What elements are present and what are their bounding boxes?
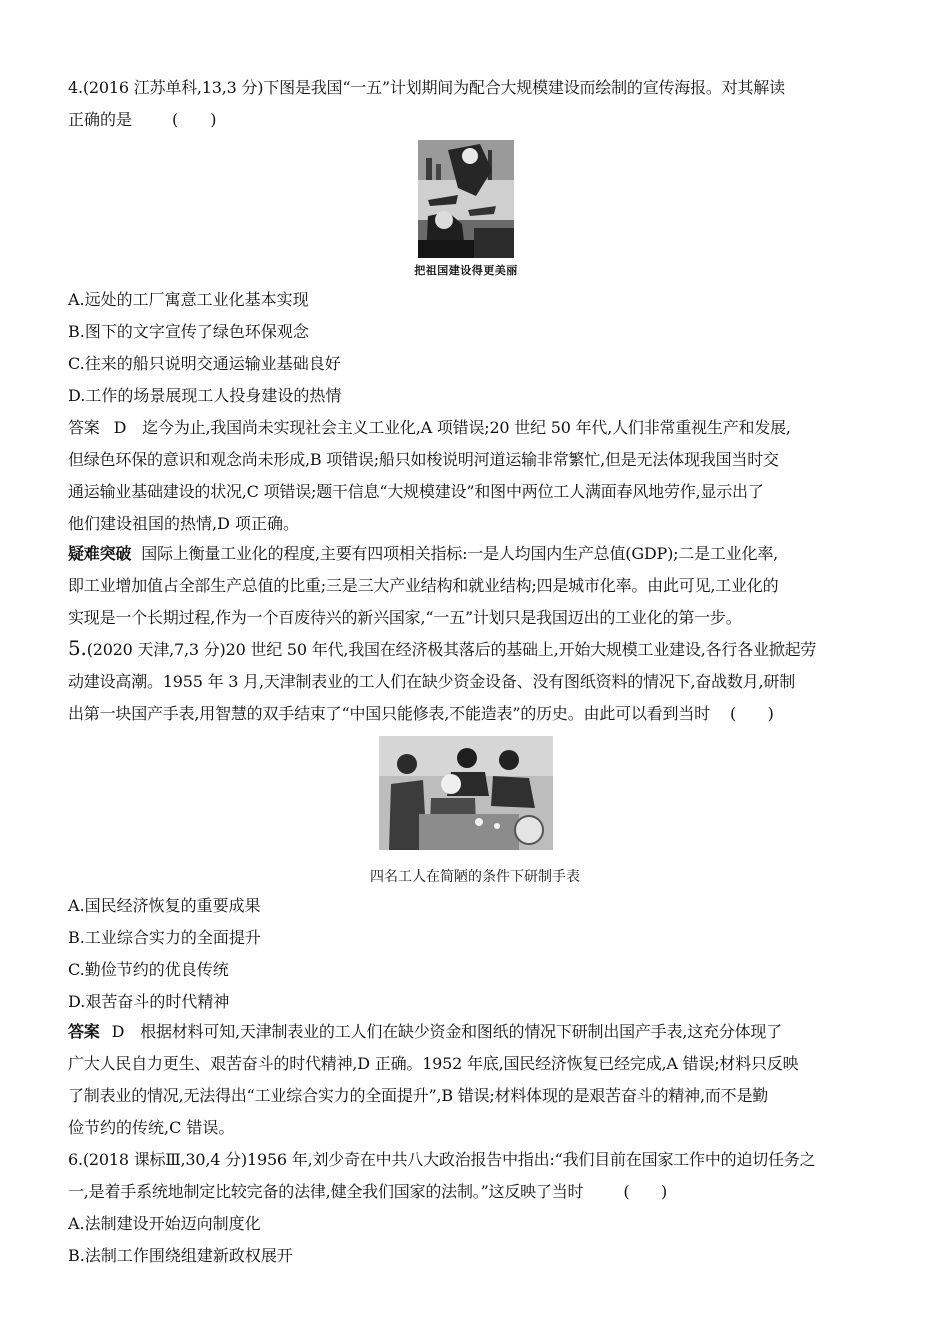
q4-option-d: D.工作的场景展现工人投身建设的热情	[68, 386, 342, 405]
q6-stem-text: 一,是着手系统地制定比较完备的法律,健全我们国家的法制。”这反映了当时	[68, 1182, 584, 1201]
q5-stem-text: (2020 天津,7,3 分)20 世纪 50 年代,我国在经济极其落后的基础上,开始大规模工业建设,各行各业掀起劳	[86, 640, 817, 659]
q5-answer-line-3: 了制表业的情况,无法得出“工业综合实力的全面提升”,B 错误;材料体现的是艰苦奋斗的精神,而不是勤	[68, 1086, 769, 1105]
q4-tip-text: 国际上衡量工业化的程度,主要有四项相关指标:一是人均国内生产总值(GDP);二是工业化率,	[141, 544, 779, 563]
q5-answer-letter: D	[111, 1022, 125, 1041]
q4-tip-line-1	[68, 544, 888, 564]
q4-tip-line-3: 实现是一个长期过程,作为一个百废待兴的新兴国家,“一五”计划只是我国迈出的工业化的第一步。	[68, 608, 742, 627]
q5-answer-paren: ( )	[729, 704, 774, 723]
q4-answer-line-3: 通运输业基础建设的状况,C 项错误;题干信息“大规模建设”和图中两位工人满面春风地劳作,显示出了	[68, 482, 764, 501]
q6-option-a: A.法制建设开始迈向制度化	[68, 1214, 261, 1233]
q5-number: 5.	[68, 636, 87, 660]
q4-stem-text: 正确的是	[68, 110, 133, 129]
q4-answer-line-4: 他们建设祖国的热情,D 项正确。	[68, 514, 300, 533]
q4-stem-line-1: 4.(2016 江苏单科,13,3 分)下图是我国“一五”计划期间为配合大规模建设而绘制的宣传海报。对其解读	[68, 78, 785, 97]
q5-answer-line-4: 俭节约的传统,C 错误。	[68, 1118, 235, 1137]
workers-photo-illustration	[379, 736, 553, 850]
q5-stem-line-3	[68, 704, 888, 724]
q5-stem-line-1	[68, 638, 888, 660]
q5-answer-label: 答案	[68, 1022, 100, 1041]
q6-answer-paren: ( )	[623, 1182, 668, 1201]
q5-answer-line-1	[68, 1022, 888, 1042]
q5-option-d: D.艰苦奋斗的时代精神	[68, 992, 230, 1011]
q5-option-c: C.勤俭节约的优良传统	[68, 960, 229, 979]
q4-tip-label: 疑难突破	[68, 544, 132, 563]
q5-answer-line-2: 广大人民自力更生、艰苦奋斗的时代精神,D 正确。1952 年底,国民经济恢复已经完成,A 错误;材料只反映	[68, 1054, 799, 1073]
q4-answer-line-2: 但绿色环保的意识和观念尚未形成,B 项错误;船只如梭说明河道运输非常繁忙,但是无法体现我国当时交	[68, 450, 779, 469]
q5-photo-caption: 四名工人在简陋的条件下研制手表	[370, 869, 580, 885]
q5-stem-line-2: 动建设高潮。1955 年 3 月,天津制表业的工人们在缺少资金设备、没有图纸资料的情况下,奋战数月,研制	[68, 672, 796, 691]
q5-answer-text: 根据材料可知,天津制表业的工人们在缺少资金和图纸的情况下研制出国产手表,这充分体现了	[140, 1022, 783, 1041]
q5-stem-text-3: 出第一块国产手表,用智慧的双手结束了“中国只能修表,不能造表”的历史。由此可以看到当时	[68, 704, 710, 723]
q6-stem-line-2	[68, 1182, 888, 1202]
q4-answer-line-1	[68, 418, 888, 438]
q4-option-c: C.往来的船只说明交通运输业基础良好	[68, 354, 341, 373]
q4-option-b: B.图下的文字宣传了绿色环保观念	[68, 322, 309, 341]
q4-tip-line-2: 即工业增加值占全部生产总值的比重;三是三大产业结构和就业结构;四是城市化率。由此可见,工业化的	[68, 576, 779, 595]
q5-option-b: B.工业综合实力的全面提升	[68, 928, 261, 947]
q6-option-b: B.法制工作围绕组建新政权展开	[68, 1246, 293, 1265]
q4-answer-paren: ( )	[172, 110, 217, 129]
q4-poster-caption: 把祖国建设得更美丽	[414, 264, 518, 277]
q4-option-a: A.远处的工厂寓意工业化基本实现	[68, 290, 309, 309]
poster-illustration	[418, 140, 514, 258]
q5-option-a: A.国民经济恢复的重要成果	[68, 896, 261, 915]
q4-stem-line-2	[68, 110, 888, 130]
q4-answer-letter: D	[113, 418, 127, 437]
q4-answer-label: 答案	[68, 418, 100, 437]
q5-workers-photo-image	[379, 736, 553, 850]
q4-answer-text: 迄今为止,我国尚未实现社会主义工业化,A 项错误;20 世纪 50 年代,人们非常重视生产和发展,	[142, 418, 791, 437]
q4-propaganda-poster-image	[418, 140, 514, 258]
q6-stem-line-1: 6.(2018 课标Ⅲ,30,4 分)1956 年,刘少奇在中共八大政治报告中指出:“我们目前在国家工作中的迫切任务之	[68, 1150, 816, 1169]
